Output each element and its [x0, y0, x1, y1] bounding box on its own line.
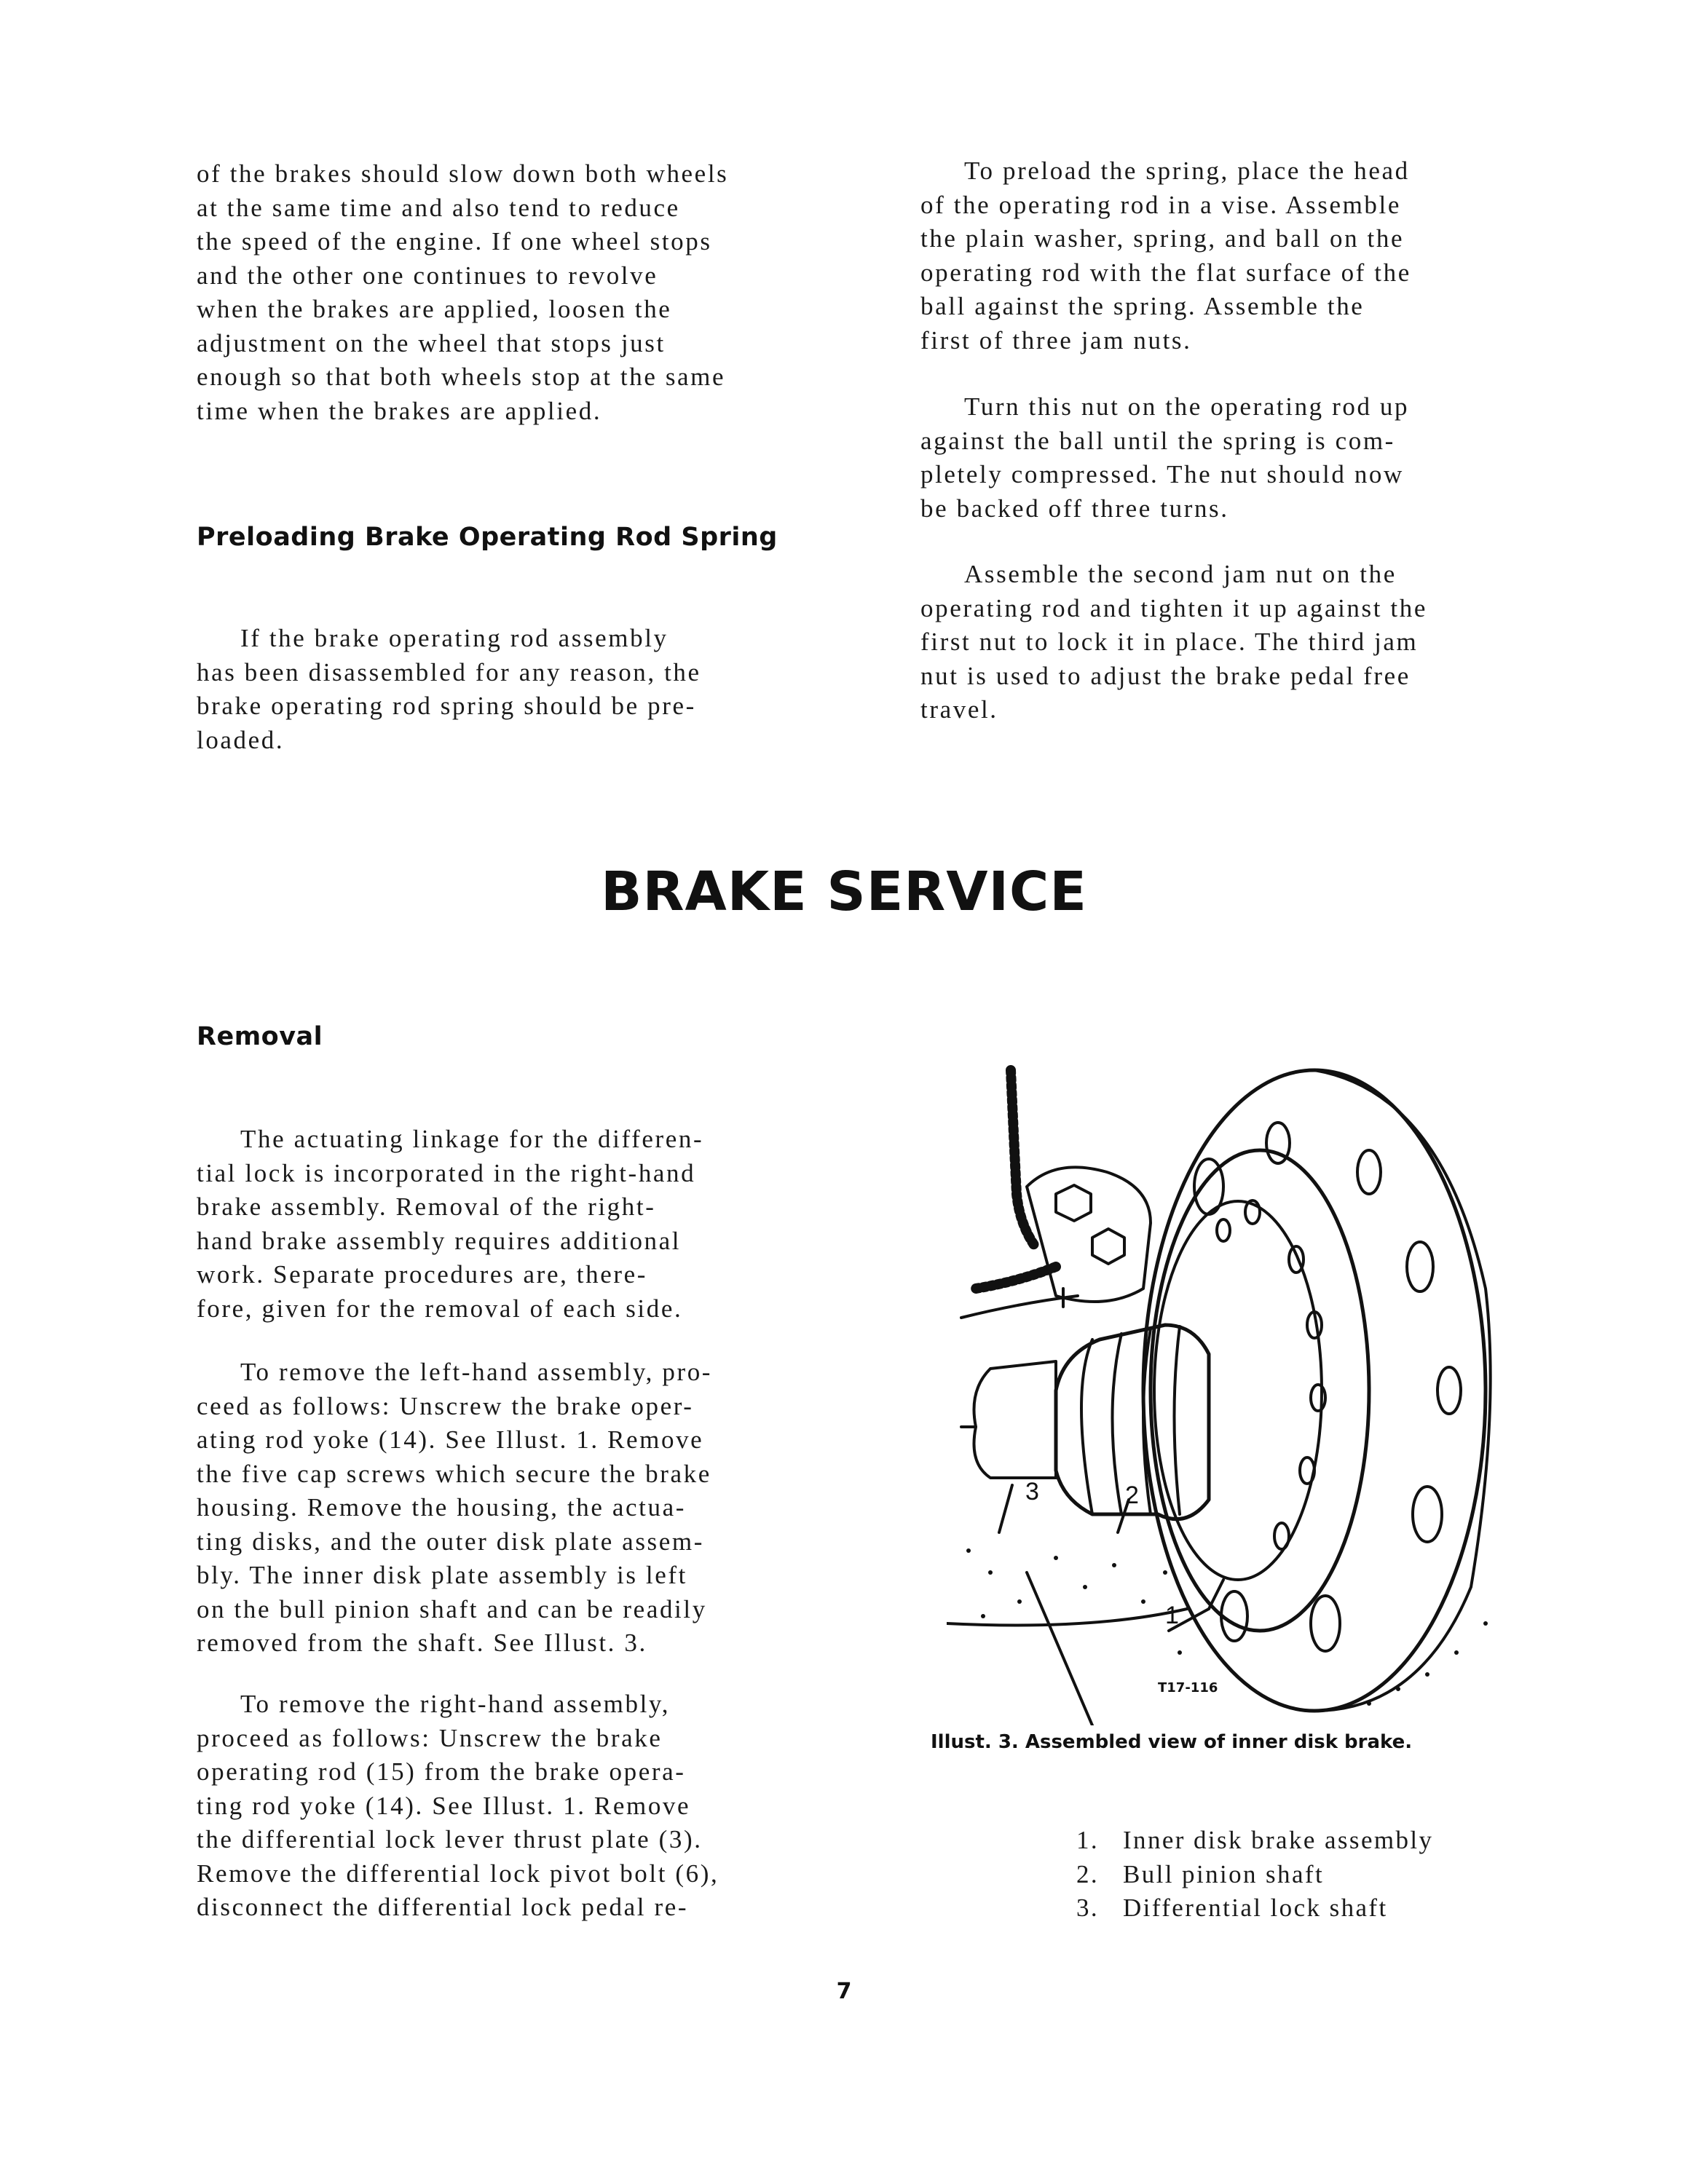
fig-code: T17-116: [1158, 1680, 1218, 1696]
text-line: adjustment on the wheel that stops just: [197, 328, 666, 357]
col2-para3: [920, 558, 1427, 727]
text-line: brake operating rod spring should be pre-: [197, 692, 696, 720]
text-line: nut is used to adjust the brake pedal free: [920, 661, 1411, 690]
text-line: of the operating rod in a vise. Assemble: [920, 190, 1401, 219]
legend-num: 3.: [1076, 1894, 1100, 1922]
text-line: first of three jam nuts.: [920, 325, 1192, 355]
fig-label-3: 3: [1025, 1478, 1039, 1506]
text-line: the five cap screws which secure the brake: [197, 1459, 711, 1488]
text-line: The actuating linkage for the differen-: [240, 1125, 704, 1153]
text-line: when the brakes are applied, loosen the: [197, 295, 672, 323]
text-line: has been disassembled for any reason, the: [197, 657, 701, 687]
text-line: enough so that both wheels stop at the same: [197, 363, 726, 391]
removal-heading: Removal: [197, 1022, 323, 1051]
legend-text: Bull pinion shaft: [1123, 1859, 1325, 1888]
text-line: ball against the spring. Assemble the: [920, 292, 1365, 320]
removal-para3: [197, 1688, 719, 1925]
text-line: Assemble the second jam nut on the: [964, 560, 1397, 588]
text-line: Turn this nut on the operating rod up: [964, 392, 1410, 421]
text-line: bly. The inner disk plate assembly is left: [197, 1561, 687, 1589]
legend-num: 1.: [1076, 1826, 1100, 1854]
text-line: pletely compressed. The nut should now: [920, 460, 1404, 488]
text-line: be backed off three turns.: [920, 494, 1229, 523]
text-line: If the brake operating rod assembly: [240, 624, 669, 652]
legend-item: [1076, 1824, 1433, 1858]
legend-text: Differential lock shaft: [1123, 1894, 1388, 1922]
text-line: operating rod (15) from the brake opera-: [197, 1757, 686, 1786]
text-line: first nut to lock it in place. The third jam: [920, 628, 1419, 656]
col2-para1: [920, 154, 1411, 357]
text-line: fore, given for the removal of each side.: [197, 1294, 683, 1323]
text-line: the differential lock lever thrust plate (3).: [197, 1825, 703, 1853]
text-line: hand brake assembly requires additional: [197, 1226, 682, 1255]
text-line: Remove the differential lock pivot bolt (6),: [197, 1859, 719, 1888]
text-line: disconnect the differential lock pedal re-: [197, 1893, 689, 1921]
text-line: housing. Remove the housing, the actua-: [197, 1493, 686, 1522]
preload-heading: Preloading Brake Operating Rod Spring: [197, 523, 778, 552]
text-line: To preload the spring, place the head: [964, 157, 1410, 185]
text-line: work. Separate procedures are, there-: [197, 1260, 647, 1289]
text-line: ating rod yoke (14). See Illust. 1. Remove: [197, 1425, 704, 1454]
text-line: To remove the right-hand assembly,: [240, 1690, 671, 1718]
col1-top-text: [197, 157, 728, 428]
text-line: travel.: [920, 695, 998, 724]
fig-label-1: 1: [1165, 1602, 1179, 1629]
fig-label-2: 2: [1125, 1481, 1139, 1509]
illustration-caption: Illust. 3. Assembled view of inner disk brake.: [931, 1731, 1413, 1753]
text-line: ting rod yoke (14). See Illust. 1. Remove: [197, 1791, 691, 1820]
text-line: operating rod with the flat surface of the: [920, 258, 1411, 287]
brake-illustration: [947, 1048, 1500, 1725]
text-line: at the same time and also tend to reduce: [197, 193, 680, 222]
text-line: removed from the shaft. See Illust. 3.: [197, 1629, 647, 1657]
text-line: against the ball until the spring is com-: [920, 426, 1395, 455]
section-title: BRAKE SERVICE: [601, 860, 1087, 923]
text-line: of the brakes should slow down both wheels: [197, 159, 729, 188]
text-line: the plain washer, spring, and ball on the: [920, 224, 1405, 253]
text-line: loaded.: [197, 725, 285, 754]
text-line: proceed as follows: Unscrew the brake: [197, 1723, 663, 1752]
text-line: ting disks, and the outer disk plate assem-: [197, 1527, 704, 1556]
text-line: brake assembly. Removal of the right-: [197, 1192, 656, 1221]
text-line: ceed as follows: Unscrew the brake oper-: [197, 1391, 694, 1420]
legend-num: 2.: [1076, 1859, 1100, 1888]
legend-item: [1076, 1891, 1433, 1926]
legend-item: [1076, 1858, 1433, 1892]
text-line: on the bull pinion shaft and can be readily: [197, 1594, 707, 1623]
removal-para2: [197, 1356, 712, 1661]
text-line: To remove the left-hand assembly, pro-: [240, 1358, 713, 1386]
text-line: operating rod and tighten it up against the: [920, 593, 1427, 622]
removal-para1: [197, 1123, 703, 1326]
text-line: the speed of the engine. If one wheel stops: [197, 227, 712, 256]
text-line: and the other one continues to revolve: [197, 261, 658, 290]
preload-text: [197, 622, 701, 757]
text-line: time when the brakes are applied.: [197, 396, 602, 425]
text-line: tial lock is incorporated in the right-hand: [197, 1158, 696, 1187]
col2-para2: [920, 390, 1409, 526]
illustration-legend: [1076, 1824, 1433, 1926]
legend-text: Inner disk brake assembly: [1123, 1826, 1434, 1854]
page-number: 7: [836, 1979, 852, 2004]
